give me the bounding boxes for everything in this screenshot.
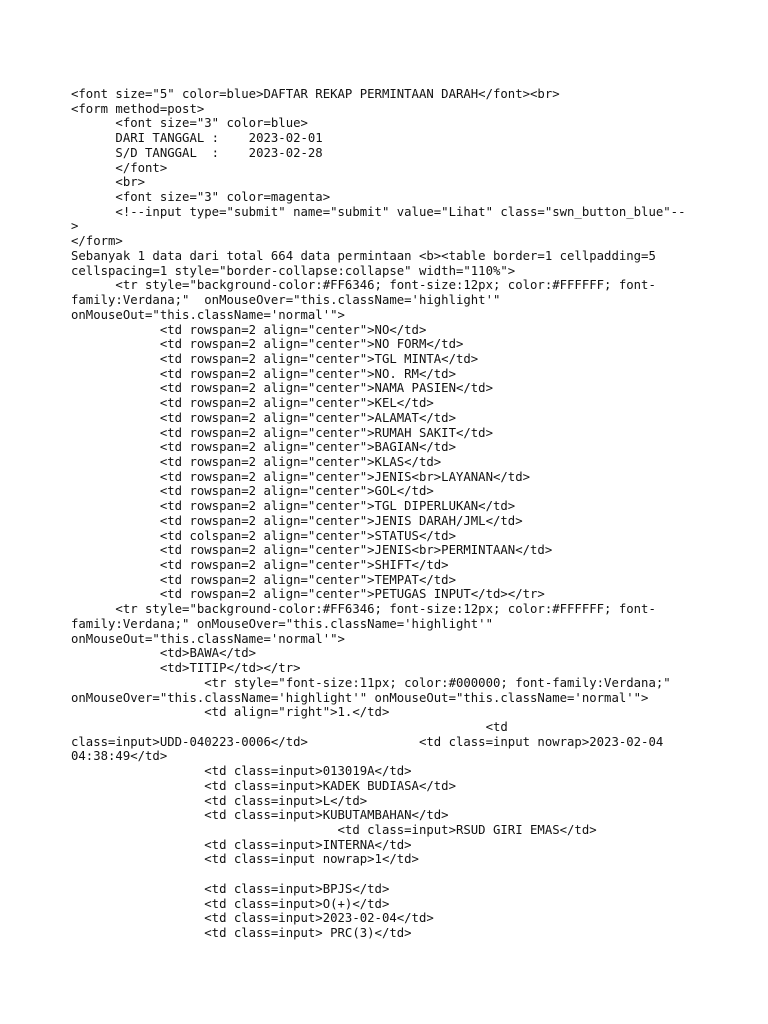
code-line: <tr style="font-size:11px; color:#000000; font-family:Verdana;" (71, 675, 671, 690)
code-line: <td rowspan=2 align="center">RUMAH SAKIT</td> (71, 425, 493, 440)
code-line: <!--input type="submit" name="submit" value="Lihat" class="swn_button_blue"-- (71, 204, 686, 219)
code-line: > (71, 219, 79, 234)
code-line: <tr style="background-color:#FF6346; font-size:12px; color:#FFFFFF; font- (71, 602, 656, 617)
code-line: <td colspan=2 align="center">STATUS</td> (71, 528, 456, 543)
code-line: <form method=post> (71, 101, 205, 116)
code-line: <br> (71, 175, 146, 190)
code-line: <td rowspan=2 align="center">JENIS<br>PERMINTAAN</td> (71, 543, 553, 558)
code-line: onMouseOut="this.className='normal'"> (71, 307, 345, 322)
code-line: <td rowspan=2 align="center">TGL DIPERLUKAN</td> (71, 499, 516, 514)
code-line: </form> (71, 234, 123, 249)
code-line: DARI TANGGAL : 2023-02-01 (71, 131, 323, 146)
code-line: onMouseOver="this.className='highlight'" onMouseOut="this.className='normal'"> (71, 690, 649, 705)
code-line: <td rowspan=2 align="center">ALAMAT</td> (71, 410, 456, 425)
code-line: <td rowspan=2 align="center">NAMA PASIEN</td> (71, 381, 493, 396)
code-line: class=input>UDD-040223-0006</td> <td class=input nowrap>2023-02-04 (71, 734, 664, 749)
code-line: <td>BAWA</td> (71, 646, 257, 661)
code-line: <td rowspan=2 align="center">KEL</td> (71, 396, 434, 411)
code-line: family:Verdana;" onMouseOver="this.className='highlight'" (71, 293, 501, 308)
code-line: <font size="3" color=blue> (71, 116, 308, 131)
code-line: <td class=input>RSUD GIRI EMAS</td> (71, 823, 597, 837)
code-line: S/D TANGGAL : 2023-02-28 (71, 145, 323, 160)
code-line: <td rowspan=2 align="center">BAGIAN</td> (71, 440, 456, 455)
code-line: <td rowspan=2 align="center">SHIFT</td> (71, 558, 449, 573)
code-line: Sebanyak 1 data dari total 664 data permintaan <b><table border=1 cellpadding=5 (71, 248, 656, 263)
code-line: cellspacing=1 style="border-collapse:collapse" width="110%"> (71, 263, 516, 278)
code-line: <tr style="background-color:#FF6346; font-size:12px; color:#FFFFFF; font- (71, 278, 656, 293)
code-line: <td rowspan=2 align="center">GOL</td> (71, 484, 434, 499)
code-line: <td rowspan=2 align="center">KLAS</td> (71, 455, 442, 469)
code-line: <td (71, 719, 508, 734)
code-line: <td rowspan=2 align="center">NO. RM</td> (71, 366, 456, 381)
code-line: </font> (71, 160, 168, 175)
code-line: <td rowspan=2 align="center">JENIS DARAH/JML</td> (71, 513, 523, 528)
code-line: family:Verdana;" onMouseOver="this.className='highlight'" (71, 616, 493, 631)
code-line: <td rowspan=2 align="center">JENIS<br>LAYANAN</td> (71, 469, 531, 484)
code-line: <td class=input>INTERNA</td> (71, 837, 412, 852)
code-line: <td class=input>2023-02-04</td> (71, 911, 434, 926)
code-line: <td class=input>L</td> (71, 793, 368, 808)
code-line: <td class=input>KADEK BUDIASA</td> (71, 778, 456, 793)
code-line: <td class=input> PRC(3)</td> (71, 926, 412, 941)
code-line: <td class=input>O(+)</td> (71, 896, 390, 911)
code-line: <font size="5" color=blue>DAFTAR REKAP PERMINTAAN DARAH</font><br> (71, 87, 560, 101)
code-line: 04:38:49</td> (71, 749, 168, 764)
code-line: <td rowspan=2 align="center">NO FORM</td> (71, 337, 464, 352)
code-line: <td rowspan=2 align="center">TEMPAT</td> (71, 572, 456, 587)
code-line: <td rowspan=2 align="center">TGL MINTA</td> (71, 351, 479, 366)
code-line: <td class=input>BPJS</td> (71, 881, 390, 896)
code-line: <td rowspan=2 align="center">PETUGAS INPUT</td></tr> (71, 587, 545, 602)
code-line: <td class=input>KUBUTAMBAHAN</td> (71, 808, 449, 823)
code-line: onMouseOut="this.className='normal'"> (71, 631, 345, 646)
code-line: <td rowspan=2 align="center">NO</td> (71, 322, 427, 337)
code-line: <td class=input>013019A</td> (71, 764, 412, 779)
code-line: <font size="3" color=magenta> (71, 190, 331, 205)
code-line: <td align="right">1.</td> (71, 705, 390, 720)
code-line: <td class=input nowrap>1</td> (71, 852, 419, 867)
code-line: <td>TITIP</td></tr> (71, 661, 301, 676)
